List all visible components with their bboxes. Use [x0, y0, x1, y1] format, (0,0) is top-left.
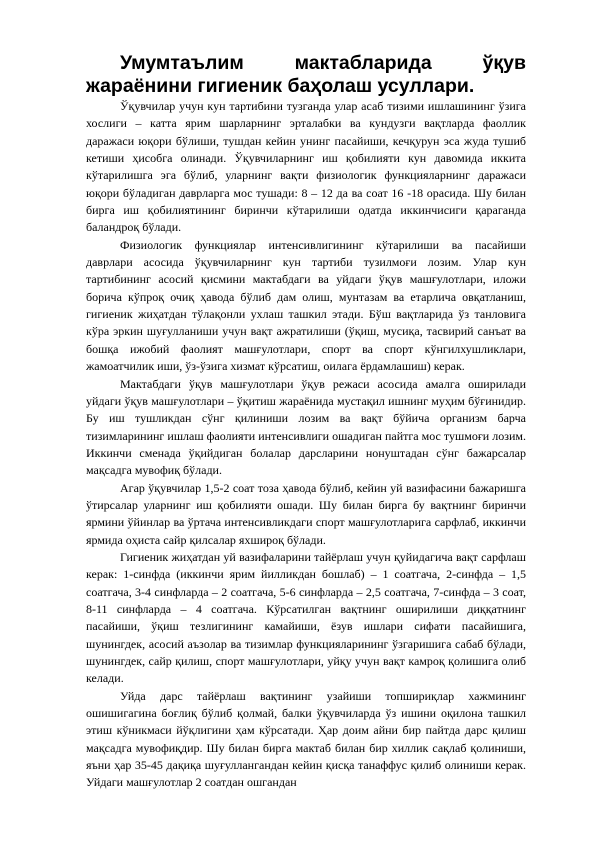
paragraph-1: Ўқувчилар учун кун тартибини тузганда улар асаб тизими ишлашининг ўзига хослиги – катта ярим шарларнинг эрталабки ва кундузги вақтларда фаоллик даражаси юқори бўлиши, тушдан кейин унинг пасайиши, кечқурун эса жуда тушиб кетиши ҳисобга олинади. Ўқувчиларнинг иш қобилияти кун давомида иккита кўтарилишга эга бўлиб, уларнинг вақти физиологик функцияларнинг даражаси юқори бўладиган даврларга мос тушади: 8 – 12 да ва соат 16 -18 орасида. Шу билан бирга иш қобилиятининг биринчи кўтарилиши одатда иккинчисиги қараганда баландроқ бўлади.: [86, 99, 526, 235]
document-title: [86, 52, 526, 98]
paragraph-2: Физиологик функциялар интенсивлигининг кўтарилиши ва пасайиши даврлари асосида ўқувчиларнинг кун тартиби тузилмоғи лозим. Улар кун тартибининг асосий қисмини мактабдаги ва уйдаги ўқув машғулотлари, иложи борича кўпроқ очиқ ҳавода бўлиб дам олиш, мунтазам ва етарлича овқатланиш, гигиеник жиҳатдан тўлақонли ухлаш ташкил этади. Бўш вақтларида ўз танловига кўра эркин шуғулланиши учун вақт ажратилиши (ўқиш, мусиқа, тасвирий санъат ва бошқа ижобий фаолият машғулотлари, спорт ва спорт кўнгилхушликлари, жамоатчилик иши, ўз-ўзига хизмат кўрсатиш, оилага ёрдамлашиш) керак.: [86, 237, 526, 374]
paragraph-4: Агар ўқувчилар 1,5-2 соат тоза ҳавода бўлиб, кейин уй вазифасини бажаришга ўтирсалар уларнинг иш қобилияти ошади. Шу билан бирга бу вақтнинг биринчи ярмини ўйинлар ва ўртача интенсивликдаги спорт машғулотларига сарфлаб, иккинчи ярмида оҳиста сайр қилсалар яхшироқ бўлади.: [86, 480, 526, 547]
title-line-2: жараёнини гигиеник баҳолаш усуллари.: [86, 75, 475, 97]
paragraph-6: Уйда дарс тайёрлаш вақтининг узайиши топшириқлар хажмининг ошишигагина боғлиқ бўлиб қолмай, балки ўқувчиларда ўз ишини оқилона ташкил этиш кўникмаси йўқлигини ҳам кўрсатади. Ҳар доим айни бир пайтда дарс қилиш мақсадга мувофиқдир. Шу билан бирга мактаб билан бир хиллик сақлаб қолиниши, яъни ҳар 35-45 дақиқа шуғуллангандан кейин қисқа танаффус қилиб олиниши керак. Уйдаги машғулотлар 2 соатдан ошгандан: [86, 688, 526, 790]
paragraph-5: Гигиеник жиҳатдан уй вазифаларини тайёрлаш учун қуйидагича вақт сарфлаш керак: 1-синфда (иккинчи ярим йилликдан бошлаб) – 1 соатгача, 2-синфда – 1,5 соатгача, 3-4 синфларда – 2 соатгача, 5-6 синфларда – 2,5 соатгача, 7-синфда – 3 соат, 8-11 синфларда – 4 соатгача. Кўрсатилган вақтнинг оширилиши диққатнинг пасайиши, ўқиш тезлигининг камайиши, ёзув ишлари сифати пасайишига, шунингдек, асосий аъзолар ва тизимлар функцияларининг ўзгаришига сабаб бўлади, шунингдек, сайр қилиш, спорт машғулотлари, уйқу учун вақт камроқ қолишига олиб келади.: [86, 549, 526, 686]
title-line-1: Умумтаълим мактабларида ўқув: [120, 52, 526, 74]
paragraph-3: Мактабдаги ўқув машғулотлари ўқув режаси асосида амалга оширилади уйдаги ўқув машғулотлари – ўқитиш жараёнида мустақил ишнинг муҳим бўғинидир. Бу иш тушликдан сўнг қилиниши лозим ва вақт бўйича организм барча тизимларининг ишлаш фаолияти интенсивлиги ошадиган пайтга мос тушмоғи лозим. Иккинчи сменада ўқийдиган болалар дарсларини нонуштадан сўнг бажарсалар мақсадга мувофиқ бўлади.: [86, 376, 526, 478]
document-page: [86, 52, 526, 792]
